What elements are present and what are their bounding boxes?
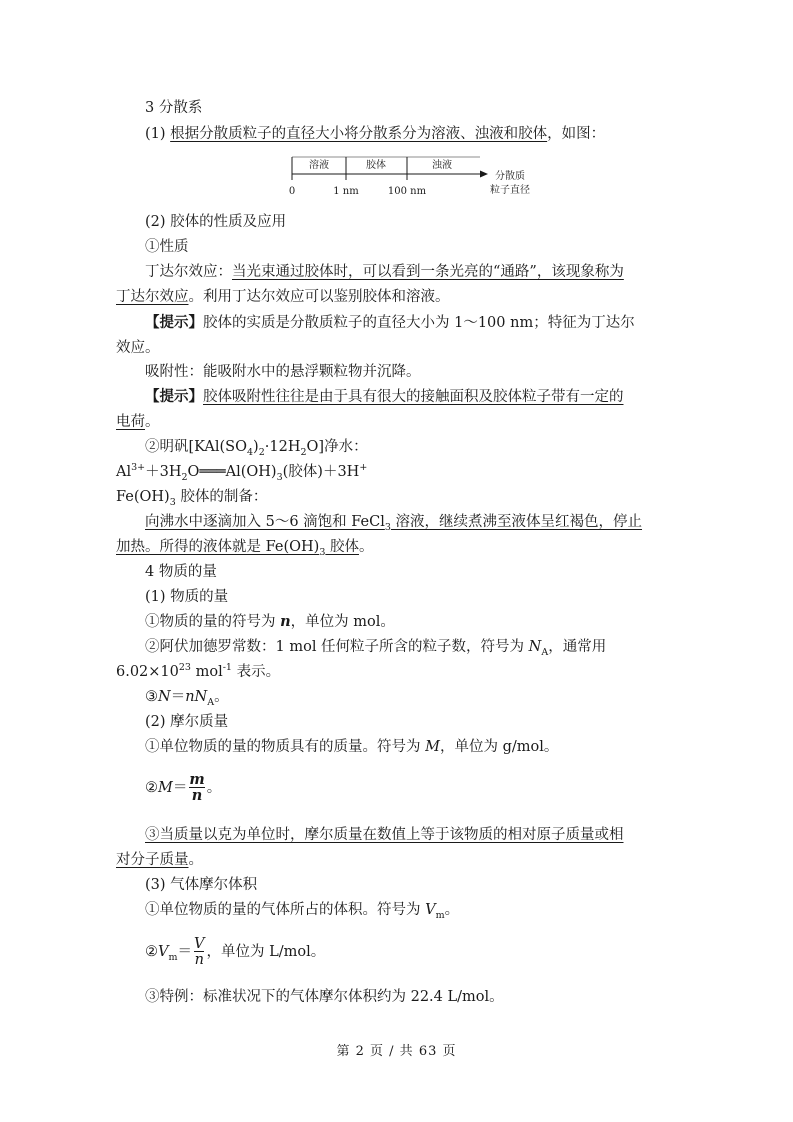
alum-equation: $Al^{3+}+3H_2O═══Al(OH)_3$(胶体)＋3H+ bbox=[116, 462, 368, 483]
molar-volume-formula: $②V_m=$ $\frac{V}{n}$ ，单位为 L/mol。 bbox=[145, 935, 326, 968]
section-4-heading: 4 物质的量 bbox=[145, 564, 217, 580]
tip-1-line-1: 【提示】胶体的实质是分散质粒子的直径大小为 1～100 nm；特征为丁达尔 bbox=[145, 314, 635, 331]
alum-heading: ②明矾$[KAl(SO_4)_2\cdot 12H_2O]$净水： bbox=[145, 439, 368, 458]
tyndall-line-2: 丁达尔效应。利用丁达尔效应可以鉴别胶体和溶液。 bbox=[116, 289, 450, 305]
molar-mass-item-3-line-2: 对分子质量。 bbox=[116, 852, 203, 868]
tip-2-line-2: 电荷。 bbox=[116, 414, 160, 430]
tick-label-100nm: 100 nm bbox=[387, 186, 427, 197]
section-3-paragraph-1: (1) 根据分散质粒子的直径大小将分散系分为溶液、浊液和胶体，如图： bbox=[145, 126, 606, 142]
axis-label-line1: 分散质 bbox=[495, 171, 525, 182]
tip-2-line-1: 【提示】胶体吸附性往往是由于具有很大的接触面积及胶体粒子带有一定的 bbox=[145, 388, 624, 405]
tick-label-0: 0 bbox=[288, 186, 296, 197]
seg-label-colloid: 胶体 bbox=[366, 160, 386, 171]
molar-volume-special-case: ③特例：标准状况下的气体摩尔体积约为 22.4 L/mol。 bbox=[145, 989, 504, 1005]
molar-volume-item-1: ①单位物质的量的气体所占的体积。符号为 $V_m$。 bbox=[145, 902, 460, 921]
molar-mass-item-3-line-1: ③当质量以克为单位时，摩尔质量在数值上等于该物质的相对原子质量或相 bbox=[145, 827, 624, 843]
tick-label-1nm: 1 nm bbox=[333, 186, 359, 197]
amount-formula: $③N=nN_A$。 bbox=[145, 689, 229, 708]
molar-volume-heading: (3) 气体摩尔体积 bbox=[145, 877, 258, 893]
molar-volume-fraction: $\frac{V}{n}$ bbox=[194, 935, 205, 968]
dispersion-diagram bbox=[282, 148, 544, 200]
section-3-heading: 3 分散系 bbox=[145, 100, 203, 116]
tip-1-line-2: 效应。 bbox=[116, 340, 160, 356]
axis-label-line2: 粒子直径 bbox=[490, 185, 530, 196]
molar-mass-formula: ②M＝ $\frac{m}{n}$ 。 bbox=[145, 770, 222, 804]
feoh3-prep-line-2: 加热。所得的液体就是 $Fe(OH)_3$ 胶体。 bbox=[116, 539, 374, 558]
amount-heading: (1) 物质的量 bbox=[145, 589, 229, 605]
amount-item-1: ①物质的量的符号为 n，单位为 mol。 bbox=[145, 613, 395, 630]
feoh3-prep-heading: $Fe(OH)_3$ 胶体的制备： bbox=[116, 489, 268, 508]
seg-label-suspension: 浊液 bbox=[432, 160, 452, 171]
molar-mass-item-1: ①单位物质的量的物质具有的质量。符号为 M，单位为 g/mol。 bbox=[145, 739, 559, 755]
colloid-properties-label: ①性质 bbox=[145, 239, 189, 255]
feoh3-prep-line-1: 向沸水中逐滴加入 5～6 滴饱和 FeCl$_3$ 溶液，继续煮沸至液体呈红褐色，停止 bbox=[145, 514, 643, 533]
page-footer: 第 2 页 / 共 63 页 bbox=[336, 1044, 457, 1059]
tyndall-line-1: 丁达尔效应：当光束通过胶体时，可以看到一条光亮的“通路”，该现象称为 bbox=[145, 264, 624, 280]
seg-label-solution: 溶液 bbox=[309, 160, 329, 171]
adsorption-line: 吸附性：能吸附水中的悬浮颗粒物并沉降。 bbox=[145, 364, 421, 380]
avogadro-line-2: $6.02\times 10^{23}$ mol$^{-1}$ 表示。 bbox=[116, 662, 281, 680]
molar-mass-heading: (2) 摩尔质量 bbox=[145, 714, 229, 730]
colloid-heading: (2) 胶体的性质及应用 bbox=[145, 214, 287, 230]
avogadro-line-1: ②阿伏加德罗常数：1 mol 任何粒子所含的粒子数，符号为 $N_A$，通常用 bbox=[145, 639, 607, 658]
molar-mass-fraction: $\frac{m}{n}$ bbox=[189, 770, 205, 804]
